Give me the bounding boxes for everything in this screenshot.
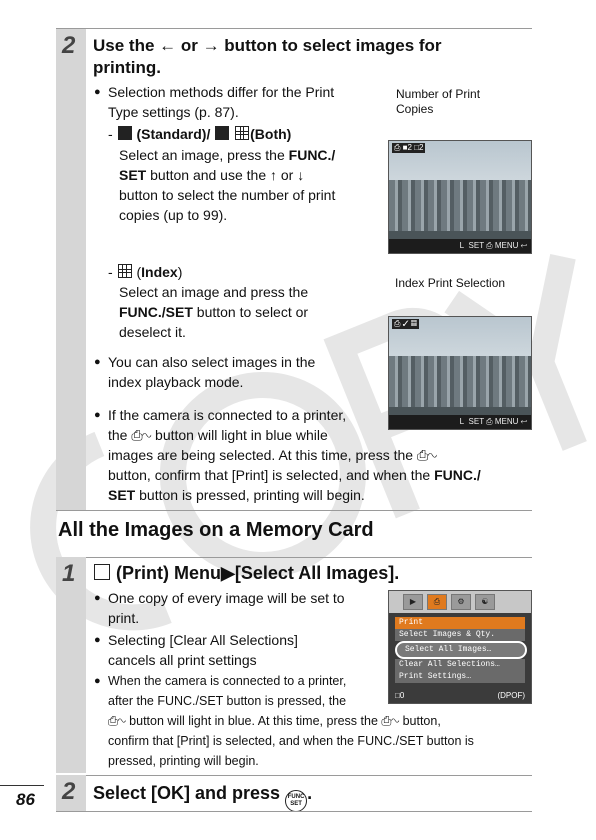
bullet-text: ⎙∿ button will light in blue. At this time, press the ⎙∿ button, [108, 714, 441, 728]
screen-caption: Number of Print Copies [396, 87, 481, 116]
bullet-text: ● Selection methods differ for the Print [108, 82, 334, 102]
step-number: 1 [62, 560, 76, 587]
index-text: FUNC./SET button to select or [119, 304, 309, 320]
step-column [56, 28, 86, 510]
page-number-rule [0, 785, 44, 786]
step-heading: Use the ← or → button to select images for [93, 36, 442, 55]
standard-icon [118, 126, 132, 140]
print-share-icon: ⎙∿ [131, 427, 152, 443]
page-number: 86 [16, 790, 35, 809]
divider [56, 510, 532, 511]
print-share-icon: ⎙∿ [416, 447, 437, 463]
index-text: deselect it. [119, 324, 186, 340]
step-column [56, 557, 86, 773]
section-title: All the Images on a Memory Card [58, 519, 374, 541]
screen-status-bar: L SET ⎙ MENU ↩ [389, 415, 531, 429]
step-number: 2 [62, 778, 76, 805]
menu-footer: □0 (DPOF) [395, 691, 525, 700]
bullet-text: images are being selected. At this time, press the ⎙∿ [108, 447, 437, 463]
menu-item-print: Print [395, 617, 525, 629]
bullet-text: confirm that [Print] is selected, and when the FUNC./SET button is [108, 734, 474, 748]
bullet-text: Type settings (p. 87). [108, 104, 239, 120]
camera-screen-standard [388, 140, 532, 254]
screen-status-bar: L SET ⎙ MENU ↩ [389, 239, 531, 253]
bullet-text: pressed, printing will begin. [108, 754, 259, 768]
screen-caption: Index Print Selection [395, 276, 506, 290]
standard-text: copies (up to 99). [119, 207, 228, 223]
bullet-text: SET button is pressed, printing will begin. [108, 487, 365, 503]
print-share-icon: ⎙∿ [381, 714, 400, 728]
bullet-text: ● Selecting [Clear All Selections] [108, 630, 298, 650]
mycamera-tab-icon: ☯ [475, 594, 495, 610]
step-number: 2 [62, 32, 76, 59]
bullet-text: index playback mode. [108, 374, 244, 390]
copies-indicator: ⎙ ■2 □2 [394, 143, 424, 152]
index-text: Select an image and press the [119, 284, 309, 300]
print-menu-icon [94, 564, 110, 580]
standard-text: Select an image, press the FUNC./ [119, 147, 336, 163]
camera-print-menu [388, 590, 532, 704]
bullet-text: ● When the camera is connected to a printer, [108, 672, 346, 691]
standard-text: button to select the number of print [119, 187, 336, 203]
step-heading: Select [OK] and press FUNC SET. [93, 782, 312, 812]
bullet-text: the ⎙∿ button will light in blue while [108, 427, 328, 443]
standard-text: SET button and use the ↑ or ↓ [119, 167, 305, 183]
play-tab-icon: ▶ [403, 594, 423, 610]
divider [56, 28, 532, 29]
menu-item-select-all-highlighted: Select All Images… [395, 641, 527, 659]
step-heading-cont: printing. [93, 58, 161, 77]
print-share-icon: ⎙∿ [108, 714, 126, 728]
bullet-text: after the FUNC./SET button is pressed, the [108, 694, 347, 708]
setup-tab-icon: ⚙ [451, 594, 471, 610]
divider [56, 557, 532, 558]
menu-item-select-images: Select Images & Qty. [395, 629, 525, 641]
index-option-label: - (Index) [108, 264, 183, 280]
bullet-text: cancels all print settings [108, 652, 257, 668]
index-grid-icon [235, 126, 249, 140]
arrow-right-icon: ▶ [221, 563, 235, 583]
step-heading: (Print) Menu▶[Select All Images]. [93, 562, 399, 584]
standard-option-label: - (Standard)/ (Both) [108, 126, 292, 142]
menu-item-clear-all: Clear All Selections… [395, 659, 525, 671]
bullet-text: print. [108, 610, 140, 626]
print-tab-icon: ⎙ [427, 594, 447, 610]
index-grid-icon [118, 264, 132, 278]
divider [56, 775, 532, 776]
bullet-text: ● You can also select images in the [108, 352, 315, 372]
bullet-text: button, confirm that [Print] is selected, and when the FUNC./ [108, 467, 481, 483]
divider [56, 811, 532, 812]
standard-icon [215, 126, 229, 140]
func-set-button-icon: FUNC SET [285, 790, 307, 812]
bullet-text: ● One copy of every image will be set to [108, 588, 345, 608]
index-check-indicator: ⎙ ✓ ▦ [394, 319, 417, 328]
camera-screen-index [388, 316, 532, 430]
bullet-text: ● If the camera is connected to a printer, [108, 405, 346, 425]
menu-item-print-settings: Print Settings… [395, 671, 525, 683]
